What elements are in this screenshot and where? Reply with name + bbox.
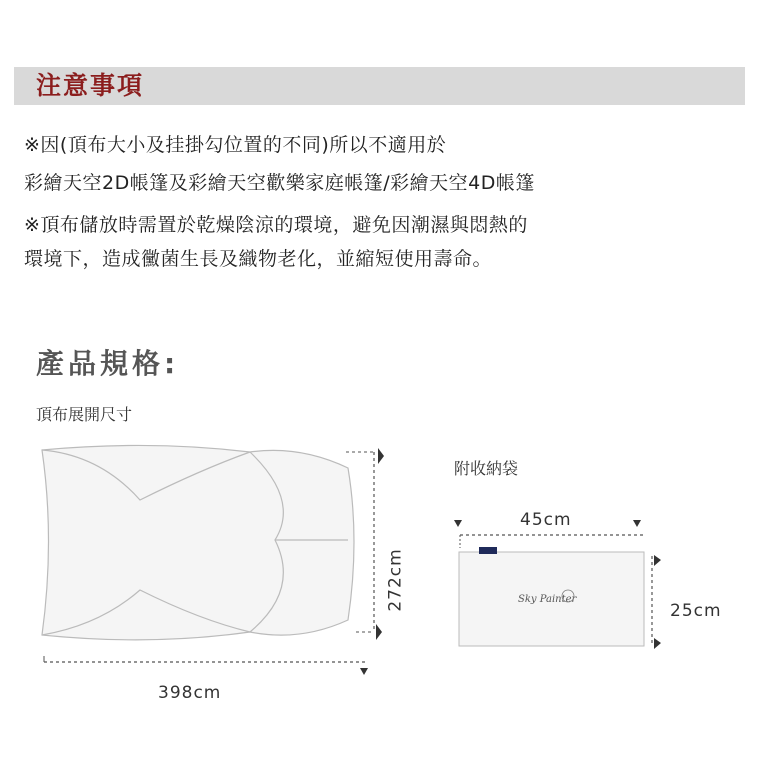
notice-line-1: ※因(頂布大小及挂掛勾位置的不同)所以不適用於 bbox=[24, 134, 447, 156]
bag-height-value: 25cm bbox=[670, 601, 722, 621]
bag-width-arrow-right bbox=[633, 520, 641, 527]
canopy-size-label: 頂布展開尺寸 bbox=[36, 405, 133, 424]
notice-title: 注意事項 bbox=[36, 71, 145, 100]
canopy-width-arrow-right bbox=[360, 668, 368, 675]
canopy-outline bbox=[42, 445, 354, 639]
canopy-width-value: 398cm bbox=[158, 683, 222, 703]
canopy-height-value: 272cm bbox=[385, 548, 406, 612]
bag-height-arrow-bottom bbox=[654, 638, 661, 649]
notice-line-3: ※頂布儲放時需置於乾燥陰涼的環境，避免因潮濕與悶熱的 bbox=[24, 214, 528, 236]
spec-title: 產品規格: bbox=[36, 347, 180, 380]
bag-height-arrow-top bbox=[654, 555, 661, 566]
notice-line-4: 環境下，造成黴菌生長及織物老化，並縮短使用壽命。 bbox=[24, 248, 493, 270]
bag-width-value: 45cm bbox=[520, 510, 572, 530]
storage-bag-logo: Sky Painter bbox=[518, 594, 577, 605]
canopy-height-arrow-bottom bbox=[376, 624, 382, 640]
storage-bag-tab bbox=[479, 547, 497, 554]
canopy-height-arrow-top bbox=[378, 448, 384, 464]
notice-line-2: 彩繪天空2D帳篷及彩繪天空歡樂家庭帳篷/彩繪天空4D帳篷 bbox=[24, 172, 535, 194]
bag-width-arrow-left bbox=[454, 520, 462, 527]
storage-bag-label: 附收納袋 bbox=[454, 459, 519, 478]
canopy-height-wrapper bbox=[386, 546, 416, 616]
